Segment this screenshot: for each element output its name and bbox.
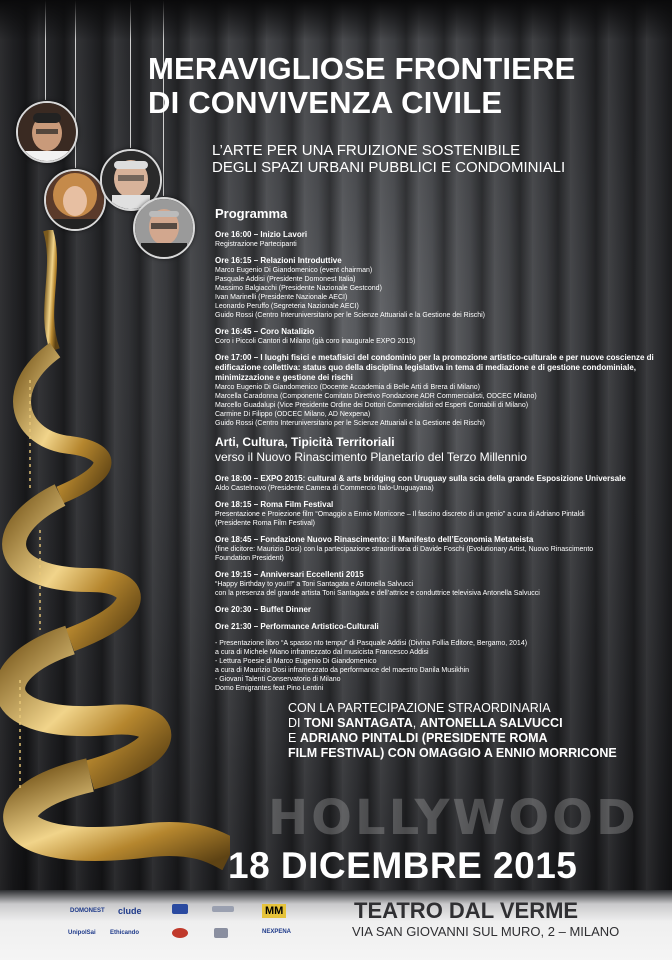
- event-detail: Marcella Caradonna (Componente Comitato Direttivo Fondazione ADR Commercialisti, ODCEC Milano): [215, 393, 537, 400]
- guest-name: ANTONELLA SALVUCCI: [419, 716, 563, 730]
- program-event: [215, 570, 655, 598]
- guest-role: (PRESIDENTE ROMA: [418, 731, 548, 745]
- venue-address: VIA SAN GIOVANNI SUL MURO, 2 – MILANO: [352, 924, 620, 939]
- event-detail: Massimo Balgiacchi (Presidente Nazionale Gestcond): [215, 285, 382, 292]
- sponsor-logo: clude: [118, 906, 142, 916]
- event-time-title: Ore 18:00 – EXPO 2015: cultural & arts bridging con Uruguay sulla scia della grande Esposizione Universale: [215, 474, 626, 483]
- subtitle: [212, 142, 565, 176]
- guest-name: ADRIANO PINTALDI: [299, 731, 419, 745]
- event-detail: (fine dicitore: Maurizio Dosi) con la partecipazione straordinaria di Davide Foschi (Evolutionary Artist, Nuovo Rinascimento: [215, 546, 594, 553]
- performance-credit: a cura di Maurizio Dosi inframezzato da performance del maestro Danila Musikhin: [215, 667, 470, 674]
- section-subtitle: verso il Nuovo Rinascimento Planetario del Terzo Millennio: [215, 450, 527, 464]
- program-event: [215, 327, 655, 346]
- event-detail: Ivan Marinelli (Presidente Nazionale AECI): [215, 294, 348, 301]
- event-detail: Aldo Castelnovo (Presidente Camera di Commercio Italo-Uruguayana): [215, 485, 434, 492]
- event-time-title: Ore 20:30 – Buffet Dinner: [215, 605, 312, 614]
- special-guests: [288, 701, 617, 761]
- sponsor-logo: MM: [262, 904, 286, 918]
- event-time-title: Ore 16:00 – Inizio Lavori: [215, 230, 308, 239]
- event-detail: Registrazione Partecipanti: [215, 241, 297, 248]
- program-part-2: [215, 474, 655, 632]
- program-event: [215, 256, 655, 320]
- event-detail: “Happy Birthday to you!!!” a Toni Santagata e Antonella Salvucci: [215, 581, 414, 588]
- program-event: [215, 535, 655, 563]
- ornament-string: [45, 0, 46, 100]
- performance-item: [215, 657, 655, 675]
- program-event: [215, 474, 655, 493]
- performance-item: [215, 639, 655, 657]
- subtitle-line-2: DEGLI SPAZI URBANI PUBBLICI E CONDOMINIALI: [212, 159, 566, 176]
- guest-name: TONI SANTAGATA: [303, 716, 413, 730]
- guests-line-3: [288, 731, 617, 746]
- program-event: [215, 622, 655, 632]
- ornament-string: [130, 0, 131, 148]
- guests-line-1: CON LA PARTECIPAZIONE STRAORDINARIA: [288, 701, 551, 715]
- event-detail: Marco Eugenio Di Giandomenico (Docente Accademia di Belle Arti di Brera di Milano): [215, 384, 480, 391]
- event-detail: Leonardo Peruffo (Segreteria Nazionale AECI): [215, 303, 359, 310]
- performance-list: [215, 639, 655, 693]
- event-time-title: Ore 21:30 – Performance Artistico-Culturali: [215, 622, 379, 631]
- event-detail: Guido Rossi (Centro Interuniversitario per le Scienze Attuariali e la Gestione dei Rischi): [215, 312, 486, 319]
- hollywood-sign: HOLLYWOOD: [268, 790, 639, 846]
- event-detail: Pasquale Addisi (Presidente Domonest Italia): [215, 276, 356, 283]
- sponsor-logo: DOMONEST: [70, 908, 105, 914]
- portrait-ornament-1: [16, 101, 78, 163]
- main-title: [148, 52, 576, 120]
- performance-item: [215, 675, 655, 693]
- program-event: [215, 353, 655, 428]
- sponsor-icon: [172, 904, 188, 914]
- sponsor-icon: [172, 928, 188, 938]
- program-list: [215, 230, 655, 693]
- title-line-2: DI CONVIVENZA CIVILE: [148, 85, 503, 120]
- sponsor-logo: NEXPENA: [262, 929, 292, 935]
- event-detail: Carmine Di Filippo (ODCEC Milano, AD Nexpena): [215, 411, 371, 418]
- guests-line-2: [288, 716, 617, 731]
- event-time-title: Ore 16:15 – Relazioni Introduttive: [215, 256, 342, 265]
- event-time-title: Ore 19:15 – Anniversari Eccellenti 2015: [215, 570, 364, 579]
- guest-role: FILM FESTIVAL) CON OMAGGIO A: [288, 746, 496, 760]
- event-date: 18 DICEMBRE 2015: [228, 845, 578, 886]
- programma-heading: Programma: [215, 206, 288, 221]
- sponsor-logo: UnipolSai: [68, 930, 96, 936]
- program-event: [215, 605, 655, 615]
- performance-title: - Presentazione libro “A spasso nto tempu” di Pasquale Addisi (Divina Follia Editore, Bergamo, 2014): [215, 640, 528, 647]
- guests-line-4: [288, 746, 617, 761]
- sponsor-logo: Ethicando: [110, 930, 140, 936]
- sponsor-icon: [214, 928, 228, 938]
- performance-title: - Giovani Talenti Conservatorio di Milano: [215, 676, 341, 683]
- event-time-title: Ore 16:45 – Coro Natalizio: [215, 327, 315, 336]
- event-detail: Guido Rossi (Centro Interuniversitario per le Scienze Attuariali e la Gestione dei Rischi): [215, 420, 486, 427]
- event-detail: Marco Eugenio Di Giandomenico (event chairman): [215, 267, 373, 274]
- film-strip-tree-graphic: [0, 230, 230, 870]
- text-span: ,: [412, 716, 420, 730]
- title-line-1: MERAVIGLIOSE FRONTIERE: [148, 51, 576, 86]
- event-time-title: Ore 18:45 – Fondazione Nuovo Rinascimento: il Manifesto dell’Economia Metateista: [215, 535, 534, 544]
- text-span: DI: [288, 716, 304, 730]
- subtitle-line-1: L’ARTE PER UNA FRUIZIONE SOSTENIBILE: [212, 142, 521, 159]
- event-detail: con la presenza del grande artista Toni Santagata e dell’attrice e conduttrice televisiva Antonella Salvucci: [215, 590, 540, 597]
- event-detail: (Presidente Roma Film Festival): [215, 520, 315, 527]
- performance-credit: a cura di Michele Miano inframezzato dal musicista Francesco Addisi: [215, 649, 429, 656]
- event-time-title: Ore 17:00 – I luoghi fisici e metafisici del condominio per la promozione artistico-culturale e per nuove coscienze di edificazione collettiva: status quo della disciplina legislativa in tema di mediazione e di gestione condominiale, minimizzazione e gestione dei rischi: [215, 353, 654, 382]
- program-event: [215, 230, 655, 249]
- program-event: [215, 500, 655, 528]
- sponsor-icon: [212, 906, 234, 912]
- performance-title: - Lettura Poesie di Marco Eugenio Di Giandomenico: [215, 658, 377, 665]
- venue-name: TEATRO DAL VERME: [354, 898, 579, 923]
- portrait-ornament-2: [44, 169, 106, 231]
- guest-name: ENNIO MORRICONE: [495, 746, 617, 760]
- event-detail: Foundation President): [215, 555, 284, 562]
- performance-credit: Domo Emigrantes feat Pino Lentini: [215, 685, 324, 692]
- event-time-title: Ore 18:15 – Roma Film Festival: [215, 500, 334, 509]
- event-detail: Presentazione e Proiezione film “Omaggio a Ennio Morricone – Il fascino discreto di un genio” a cura di Adriano Pintaldi: [215, 511, 585, 518]
- section-title: Arti, Cultura, Tipicità Territoriali: [215, 435, 395, 449]
- text-span: E: [288, 731, 300, 745]
- event-detail: Marcello Guadalupi (Vice Presidente Ordine dei Dottori Commercialisti ed Esperti Contabili di Milano): [215, 402, 529, 409]
- program-part-1: [215, 230, 655, 428]
- event-detail: Coro i Piccoli Cantori di Milano (già coro inaugurale EXPO 2015): [215, 338, 416, 345]
